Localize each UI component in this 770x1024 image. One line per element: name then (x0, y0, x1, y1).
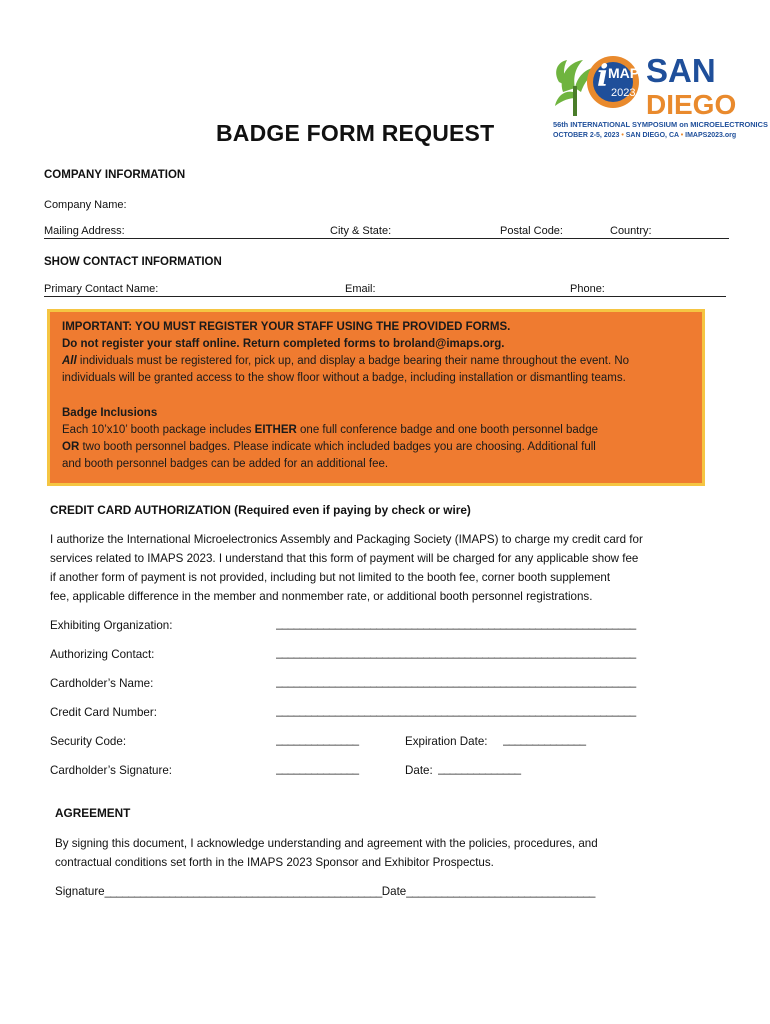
agreement-date-label: Date (381, 885, 407, 898)
card-number-label: Credit Card Number: (50, 706, 157, 719)
credit-para-4: fee, applicable difference in the member and nonmember rate, or additional booth personnel registrations. (50, 590, 593, 603)
credit-para-1: I authorize the International Microelectronics Assembly and Packaging Society (IMAPS) to charge my credit card for (50, 533, 643, 546)
inclusions-line-1: Each 10’x10’ booth package includes EITHER one full conference badge and one booth personnel badge (62, 424, 598, 436)
cardholder-signature-label: Cardholder’s Signature: (50, 764, 173, 777)
palm-tree-icon (553, 52, 743, 118)
important-line-1: IMPORTANT: YOU MUST REGISTER YOUR STAFF USING THE PROVIDED FORMS. (62, 321, 511, 333)
signature-input[interactable]: _______________________________________________ (104, 886, 382, 898)
important-line-2: Do not register your staff online. Return completed forms to broland@imaps.org. (62, 338, 505, 350)
important-line-4: individuals will be granted access to the show floor without a badge, including installation or dismantling teams. (62, 372, 626, 384)
logo-tagline: 56th INTERNATIONAL SYMPOSIUM on MICROELECTRONICS (553, 120, 768, 129)
expiration-date-label: Expiration Date: (405, 735, 488, 748)
show-contact-header: SHOW CONTACT INFORMATION (44, 256, 222, 268)
primary-contact-field[interactable]: Primary Contact Name: (44, 283, 159, 295)
mailing-row-underline (44, 238, 729, 239)
email-field[interactable]: Email: (345, 283, 376, 295)
cardholder-name-input[interactable]: _____________________________________________________________ (276, 676, 636, 688)
cardholder-name-label: Cardholder’s Name: (50, 677, 154, 690)
signature-label: Signature (55, 885, 105, 898)
inclusions-line-3: and booth personnel badges can be added for an additional fee. (62, 458, 389, 470)
imaps-2023-logo (553, 52, 768, 152)
date-input[interactable]: ______________ (438, 763, 521, 775)
exhibiting-org-input[interactable]: _____________________________________________________________ (276, 618, 636, 630)
exhibiting-org-label: Exhibiting Organization: (50, 619, 173, 632)
svg-text:DIEGO: DIEGO (646, 89, 737, 118)
logo-date-location: OCTOBER 2-5, 2023 • SAN DIEGO, CA • IMAPS2023.org (553, 132, 737, 139)
svg-text:MAPS: MAPS (608, 65, 649, 81)
inclusions-line-2: OR two booth personnel badges. Please indicate which included badges you are choosing. Additional full (62, 441, 596, 453)
authorizing-contact-input[interactable]: _____________________________________________________________ (276, 647, 636, 659)
svg-text:SAN: SAN (646, 52, 716, 89)
badge-inclusions-header: Badge Inclusions (62, 407, 158, 419)
agreement-para-2: contractual conditions set forth in the IMAPS 2023 Sponsor and Exhibitor Prospectus. (55, 856, 494, 869)
date-label: Date: (405, 764, 433, 777)
important-line-3: All individuals must be registered for, pick up, and display a badge bearing their name throughout the event. No (62, 355, 630, 367)
company-info-header: COMPANY INFORMATION (44, 169, 186, 181)
agreement-header: AGREEMENT (55, 806, 131, 820)
city-state-field[interactable]: City & State: (330, 225, 392, 237)
country-field[interactable]: Country: (610, 225, 652, 237)
mailing-address-field[interactable]: Mailing Address: (44, 225, 125, 237)
svg-text:2023: 2023 (611, 87, 636, 99)
phone-field[interactable]: Phone: (570, 283, 605, 295)
expiration-date-input[interactable]: ______________ (503, 734, 586, 746)
important-notice-box (47, 309, 705, 486)
cardholder-signature-input[interactable]: ______________ (276, 763, 359, 775)
postal-code-field[interactable]: Postal Code: (500, 225, 563, 237)
agreement-para-1: By signing this document, I acknowledge understanding and agreement with the policies, procedures, and (55, 837, 598, 850)
card-number-input[interactable]: _____________________________________________________________ (276, 705, 636, 717)
credit-para-2: services related to IMAPS 2023. I understand that this form of payment will be charged for any applicable show fee (50, 552, 639, 565)
credit-para-3: if another form of payment is not provided, including but not limited to the booth fee, corner booth supplement (50, 571, 611, 584)
signature-row (55, 883, 595, 901)
authorizing-contact-label: Authorizing Contact: (50, 648, 155, 661)
security-code-label: Security Code: (50, 735, 127, 748)
svg-text:i: i (597, 59, 609, 94)
agreement-date-input[interactable]: ________________________________ (406, 886, 595, 898)
security-code-input[interactable]: ______________ (276, 734, 359, 746)
credit-card-header: CREDIT CARD AUTHORIZATION (Required even if paying by check or wire) (50, 503, 471, 517)
page-title: BADGE FORM REQUEST (216, 120, 495, 146)
company-name-label: Company Name: (44, 199, 127, 211)
contact-row-underline (44, 296, 726, 297)
